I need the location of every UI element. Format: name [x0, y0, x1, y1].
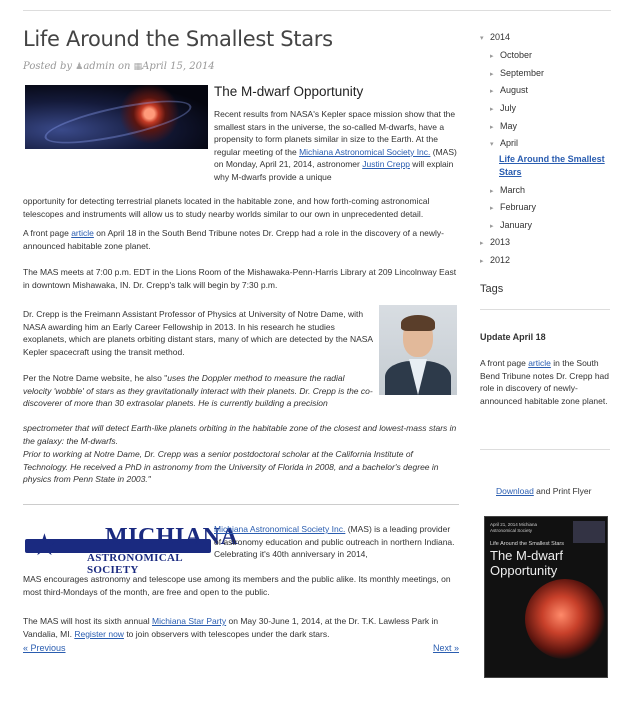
mas-link-2[interactable]: Michiana Astronomical Society Inc.: [214, 524, 346, 534]
caret-right-icon[interactable]: ▸: [490, 88, 494, 95]
archive-item[interactable]: ▸ September: [490, 68, 545, 78]
education-paragraph: Prior to working at Notre Dame, Dr. Crepp was a senior postdoctoral scholar at the California Institute of Technology. He received a PhD in astronomy from the University of Florida in 2008, and a bachelor's degree in physics from Penn State in 2003.": [23, 449, 439, 484]
archive-item[interactable]: ▸ 2013: [480, 237, 511, 247]
justin-crepp-link[interactable]: Justin Crepp: [362, 159, 410, 169]
sidebar-divider: [480, 309, 610, 310]
top-divider: [23, 10, 611, 11]
caret-down-icon[interactable]: ▾: [490, 141, 494, 148]
star-party-paragraph: The MAS will host its sixth annual Michiana Star Party on May 30-June 1, 2014, at the Dr. T.K. Lawless Park in Vandalia, MI. Register now to join observers with telescopes under the dark stars.: [23, 616, 439, 639]
post-meta: Posted by ♟admin on ▦April 15, 2014: [23, 61, 215, 72]
m-dwarf-image: [25, 85, 208, 149]
doppler-paragraph-cont: spectrometer that will detect Earth-like planets orbiting in the habitable zone of the closest and lowest-mass stars in the galaxy: the M-dwarfs.: [23, 423, 457, 446]
flyer-star-image: [525, 579, 605, 659]
author-name: admin: [83, 61, 115, 72]
calendar-icon: ▦: [133, 62, 143, 72]
archive-item[interactable]: ▾ 2014: [480, 32, 511, 42]
mas-paragraph: Michiana Astronomical Society Inc. (MAS) is a leading provider of astronomy education and public outreach in northern Indiana. Celebrating it's 40th anniversary in 2014,: [214, 524, 455, 559]
archive-item[interactable]: ▸ January: [490, 220, 533, 230]
caret-right-icon[interactable]: ▸: [490, 106, 494, 113]
post-subheading: The M-dwarf Opportunity: [214, 84, 364, 99]
archive-item[interactable]: ▸ February: [490, 202, 537, 212]
intro-paragraph-cont: opportunity for detecting terrestrial planets located in the habitable zone, and how forth-coming astronomical telescopes and instruments will allow us to study nearby worlds similar to our own in unprecedented detail.: [23, 196, 430, 219]
doppler-paragraph: Per the Notre Dame website, he also "uses the Doppler method to measure the radial velocity 'wobble' of stars as they gravitationally interact with their planets. Dr. Crepp is the co-discoverer of more than 30 extrasolar planets. He is currently building a precision: [23, 373, 373, 408]
caret-right-icon[interactable]: ▸: [490, 124, 494, 131]
caret-right-icon[interactable]: ▸: [480, 258, 484, 265]
archive-item[interactable]: ▸ 2012: [480, 255, 511, 265]
tags-heading: Tags: [480, 283, 504, 295]
archive-item[interactable]: ▾ April: [490, 138, 519, 148]
previous-link[interactable]: « Previous: [23, 643, 66, 653]
post-content: [23, 27, 459, 653]
mas-paragraph-cont: MAS encourages astronomy and telescope use among its members and the public alike. Its monthly meetings, on most third-Mondays of the month, are free and open to the public.: [23, 574, 451, 597]
next-link[interactable]: Next »: [432, 643, 459, 653]
download-flyer: Download and Print Flyer: [496, 486, 592, 496]
tribune-paragraph: A front page article on April 18 in the South Bend Tribune notes Dr. Crepp had a role in the discovery of a newly-announced habitable zone planet.: [23, 228, 445, 251]
caret-down-icon[interactable]: ▾: [480, 35, 484, 42]
meeting-paragraph: The MAS meets at 7:00 p.m. EDT in the Lions Room of the Mishawaka-Penn-Harris Library at 209 Lincolnway East in downtown Mishawaka, IN. Dr. Crepp's talk will begin by 7:30 p.m.: [23, 267, 457, 290]
archive-item[interactable]: ▸ May: [490, 121, 518, 131]
update-article-link[interactable]: article: [528, 358, 551, 368]
mas-logo: ★ MICHIANA ASTRONOMICAL SOCIETY: [25, 524, 211, 570]
user-icon: ♟: [75, 62, 84, 72]
star-party-link[interactable]: Michiana Star Party: [151, 616, 227, 626]
archive-item[interactable]: Life Around the Smallest Stars: [499, 154, 605, 177]
caret-right-icon[interactable]: ▸: [490, 53, 494, 60]
article-link[interactable]: article: [71, 228, 94, 238]
archive-item[interactable]: ▸ March: [490, 185, 526, 195]
post-date: April 15, 2014: [142, 61, 215, 72]
telescope-icon: ★: [31, 529, 58, 562]
archive-item[interactable]: ▸ July: [490, 103, 517, 113]
caret-right-icon[interactable]: ▸: [490, 205, 494, 212]
download-link[interactable]: Download: [496, 486, 534, 496]
crepp-portrait: [379, 305, 457, 395]
caret-right-icon[interactable]: ▸: [490, 71, 494, 78]
update-heading: Update April 18: [480, 332, 546, 342]
archive-item[interactable]: ▸ October: [490, 50, 533, 60]
flyer-thumbnail[interactable]: April 21, 2014 Michiana Astronomical Society Life Around the Smallest Stars The M-dwarf Opportunity: [484, 516, 608, 678]
flyer-portrait: [573, 521, 605, 543]
caret-right-icon[interactable]: ▸: [480, 240, 484, 247]
caret-right-icon[interactable]: ▸: [490, 223, 494, 230]
intro-paragraph: Recent results from NASA's Kepler space mission show that the smallest stars in the universe, the so-called M-dwarfs, have a propensity to form planets similar in size to the Earth. At the regular meeting of the Michiana Astronomical Society Inc. (MAS) on Monday, April 21, 2014, astronomer Justin Crepp will explain why M-dwarfs provide a unique: [214, 109, 457, 182]
register-link[interactable]: Register now: [74, 628, 124, 639]
section-divider: [23, 504, 459, 505]
archive-item[interactable]: ▸ August: [490, 85, 529, 95]
post-title: Life Around the Smallest Stars: [23, 27, 333, 51]
mas-link[interactable]: Michiana Astronomical Society Inc.: [299, 146, 431, 157]
caret-right-icon[interactable]: ▸: [490, 188, 494, 195]
bio-paragraph: Dr. Crepp is the Freimann Assistant Professor of Physics at University of Notre Dame, with NASA awarding him an Early Career Fellowship in 2013. In his research he studies exoplanets, which are planets orbiting distant stars, many of which are detected by the NASA Kepler spacecraft using the transit method.: [23, 309, 373, 357]
sidebar-divider: [480, 449, 610, 450]
update-text: A front page article in the South Bend Tribune notes Dr. Crepp had role in discovery of newly-announced habitable zone planet.: [480, 358, 609, 406]
